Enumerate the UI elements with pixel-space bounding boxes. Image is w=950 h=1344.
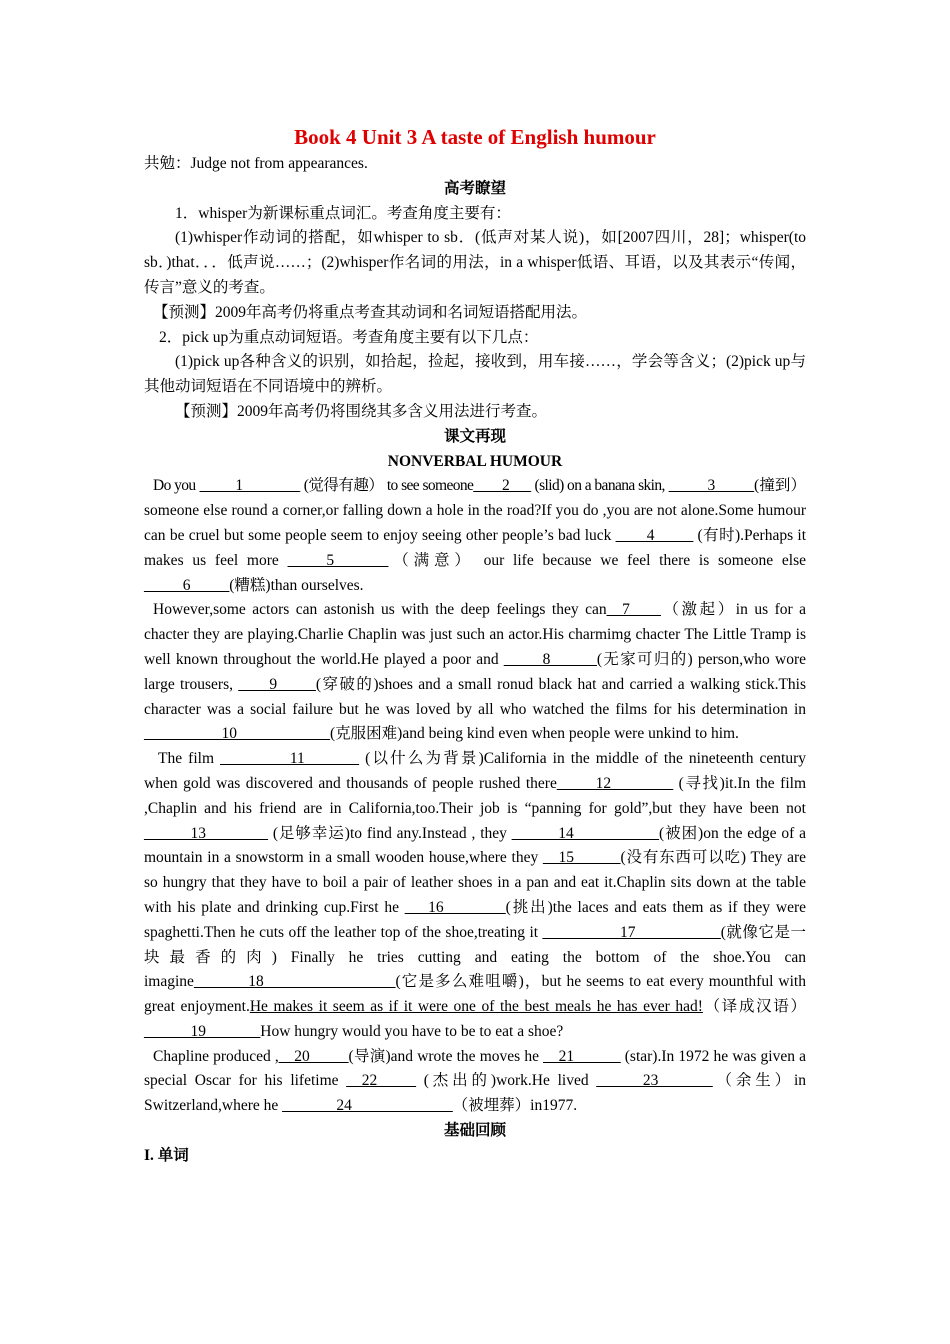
blank-17[interactable]: __________17___________ bbox=[542, 923, 721, 941]
passage-text: However,some actors can astonish us with the deep feelings they can bbox=[153, 601, 607, 619]
passage-text: (它是多么难咀嚼)，but he seems to eat every mounthful with great enjoyment. bbox=[144, 973, 806, 1016]
subsection-vocabulary: I. 单词 bbox=[144, 1146, 189, 1164]
passage-text: (寻找)it.In the film ,Chaplin and his friend are in California,too.Their job is “panning for gold”,but they have been not bbox=[144, 774, 807, 817]
blank-20[interactable]: __20_____ bbox=[278, 1047, 349, 1065]
document-body bbox=[144, 122, 806, 1169]
blank-4[interactable]: ____4_____ bbox=[615, 526, 694, 544]
passage-text: （被埋葬）in1977. bbox=[452, 1097, 578, 1115]
passage-paragraph-3 bbox=[144, 747, 806, 1045]
blank-19[interactable]: ______19_______ bbox=[144, 1022, 261, 1040]
blank-16[interactable]: ___16________ bbox=[404, 898, 506, 916]
blank-15[interactable]: __15______ bbox=[542, 849, 621, 867]
passage-text: (被困)on the edge of a mountain in a snowstorm in a small wooden house,where they bbox=[144, 824, 807, 867]
blank-1[interactable]: _____1________ bbox=[199, 477, 300, 495]
passage-text: Chapline produced , bbox=[153, 1047, 279, 1065]
blank-21[interactable]: __21______ bbox=[543, 1047, 621, 1065]
section-heading-exam: 高考瞭望 bbox=[443, 179, 506, 197]
passage-text: (足够幸运)to find any.Instead , they bbox=[272, 824, 507, 842]
blank-18[interactable]: _______18_________________ bbox=[193, 973, 396, 991]
blank-9[interactable]: ____9_____ bbox=[238, 675, 316, 693]
exam-item-2-forecast: 【预测】2009年高考仍将围绕其多含义用法进行考查。 bbox=[175, 402, 548, 420]
passage-text: (觉得有趣） to see someone bbox=[303, 477, 474, 495]
exam-item-1-detail: (1)whisper作动词的搭配，如whisper to sb．(低声对某人说)，如[2007四川，28]；whisper(to sb．)that．．．低声说……；(2)whisper作名词的用法，in a whisper低语、耳语，以及其表示“传闻，传言”意义的考查。 bbox=[144, 229, 806, 296]
exam-item-2-detail: (1)pick up各种含义的识别，如拾起，捡起，接收到，用车接……，学会等含义；(2)pick up与其他动词短语在不同语境中的辨析。 bbox=[144, 353, 806, 396]
passage-text: (有时).Perhaps it makes us feel more bbox=[144, 526, 807, 569]
passage-text: (穿破的)shoes and a small ronud black hat and carried a walking stick.This character was a social failure but he was loved by all who watched the films for his determination in bbox=[144, 675, 806, 718]
passage-text: (糟糕)than ourselves. bbox=[229, 576, 364, 594]
passage-paragraph-2 bbox=[144, 598, 806, 747]
blank-5[interactable]: _____5_______ bbox=[287, 551, 389, 569]
blank-12[interactable]: _____12________ bbox=[556, 774, 674, 792]
passage-text: (挑出)the laces and eats them as if they were spaghetti.Then he cuts off the leather top of the shoe,treating it bbox=[144, 898, 807, 941]
passage-text: (slid) on a banana skin, bbox=[534, 477, 665, 495]
passage-text: （译成汉语） bbox=[702, 998, 806, 1016]
blank-8[interactable]: _____8______ bbox=[503, 650, 597, 668]
passage-text: （激起）in us for a chacter they are playing.Charlie Chaplin was just such an actor.His charmimg chacter The Little Tramp is well known throughout the world.He played a poor and bbox=[144, 601, 807, 668]
section-heading-review: 基础回顾 bbox=[443, 1122, 506, 1140]
blank-6[interactable]: _____6_____ bbox=[144, 576, 230, 594]
passage-text: (杰出的)work.He lived bbox=[423, 1072, 589, 1090]
blank-11[interactable]: _________11_______ bbox=[220, 750, 360, 768]
passage-text: （余生）in Switzerland,where he bbox=[144, 1072, 807, 1115]
blank-3[interactable]: _____3_____ bbox=[668, 477, 755, 495]
passage-text: (就像它是一块最香的肉) Finally he tries cutting and eating the bottom of the shoe.You can imagine bbox=[144, 923, 806, 991]
passage-text: The film bbox=[158, 750, 214, 768]
passage-text: (无家可归的) person,who wore large trousers, bbox=[144, 650, 807, 693]
blank-24[interactable]: _______24_____________ bbox=[282, 1097, 453, 1115]
passage-text: (star).In 1972 he was given a special Oscar for his lifetime bbox=[144, 1047, 807, 1090]
passage-paragraph-4 bbox=[144, 1045, 806, 1119]
passage-text: Do you bbox=[153, 477, 196, 495]
blank-22[interactable]: __22_____ bbox=[346, 1072, 417, 1090]
passage-title: NONVERBAL HUMOUR bbox=[387, 452, 563, 470]
exam-item-1: 1．whisper为新课标重点词汇。考查角度主要有： bbox=[175, 204, 511, 222]
passage-text: (导演)and wrote the moves he bbox=[348, 1047, 539, 1065]
exam-item-2: 2．pick up为重点动词短语。考查角度主要有以下几点： bbox=[159, 328, 539, 346]
passage-text: （满意） our life because we feel there is someone else bbox=[388, 551, 806, 569]
translation-sentence: He makes it seem as if it were one of the best meals he has ever had! bbox=[249, 998, 703, 1016]
blank-2[interactable]: ____2___ bbox=[473, 477, 531, 495]
blank-7[interactable]: __7____ bbox=[606, 601, 661, 619]
passage-paragraph-1 bbox=[144, 474, 806, 598]
passage-text: (以什么为背景)California in the middle of the nineteenth century when gold was discovered and thousands of people rushed there bbox=[144, 750, 807, 792]
passage-text: (克服困难)and being kind even when people were unkind to him. bbox=[330, 725, 739, 743]
motto: 共勉：Judge not from appearances. bbox=[144, 155, 368, 172]
blank-14[interactable]: ______14___________ bbox=[511, 824, 659, 842]
blank-13[interactable]: ______13________ bbox=[144, 824, 268, 842]
passage-text: How hungry would you have to be to eat a shoe? bbox=[260, 1022, 564, 1040]
passage-text: (撞到）someone else round a corner,or falling down a hole in the road?If you do ,you are not alone.Some humour can be cruel but some people seem to enjoy seeing other people’s bad luck bbox=[144, 477, 807, 544]
section-heading-text: 课文再现 bbox=[443, 427, 506, 445]
passage-text: (没有东西可以吃) They are so hungry that they have to boil a pair of leather shoes in a pan and eat it.Chaplin sits down at the table with his plate and drinking cup.First he bbox=[144, 849, 807, 916]
blank-10[interactable]: __________10____________ bbox=[144, 725, 330, 743]
blank-23[interactable]: ______23_______ bbox=[596, 1072, 713, 1090]
document-title: Book 4 Unit 3 A taste of English humour bbox=[294, 125, 656, 149]
exam-item-1-forecast: 【预测】2009年高考仍将重点考查其动词和名词短语搭配用法。 bbox=[153, 303, 588, 321]
